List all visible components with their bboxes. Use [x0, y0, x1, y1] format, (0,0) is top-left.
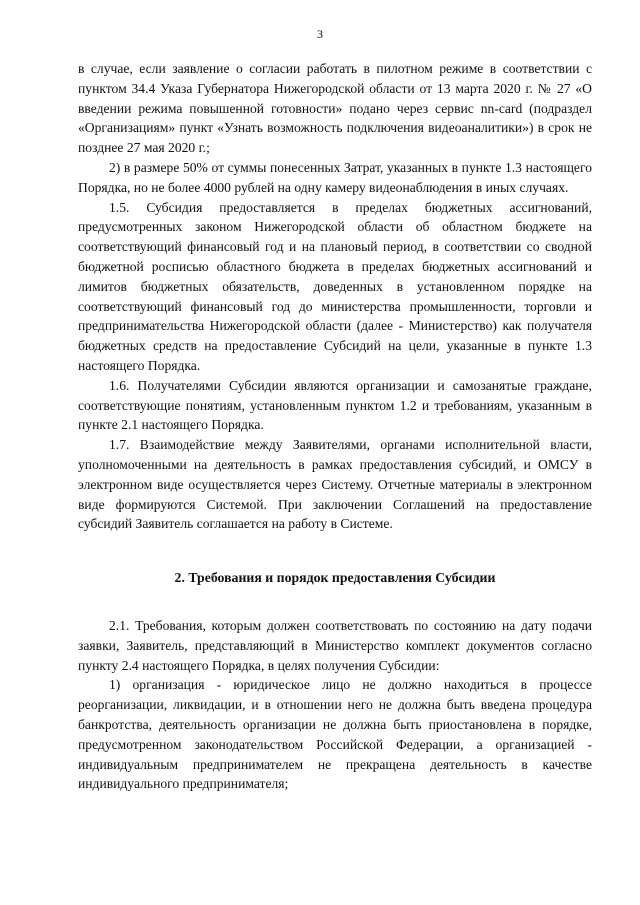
paragraph-1-5: 1.5. Субсидия предоставляется в пределах бюджетных ассигнований, предусмотренных законом Нижегородской области об областном бюджете на соответствующий финансовый год и на плановый период, в соответствии со сводной бюджетной росписью областного бюджета в пределах бюджетных ассигнований и лимитов бюджетных обязательств, доведенных в установленном порядке на соответствующий финансовый год до министерства промышленности, торговли и предпринимательства Нижегородской области (далее - Министерство) как получателя бюджетных средств на предоставление Субсидий на цели, указанные в пункте 1.3 настоящего Порядка.: [78, 199, 592, 373]
section-heading: 2. Требования и порядок предоставления Субсидии: [174, 570, 496, 586]
paragraph-1-7: 1.7. Взаимодействие между Заявителями, органами исполнительной власти, уполномоченными на деятельность в рамках предоставления субсидий, и ОМСУ в электронном виде осуществляется через Систему. Отчетные материалы в электронном виде формируются Системой. При заключении Соглашений на предоставление субсидий Заявитель соглашается на работу в Системе.: [78, 437, 592, 532]
paragraph-2-1: 2.1. Требования, которым должен соответствовать по состоянию на дату подачи заявки, Заявитель, представляющий в Министерство комплект документов согласно пункту 2.4 настоящего Порядка, в целях получения Субсидии:: [78, 617, 592, 673]
page-number: 3: [317, 27, 323, 41]
paragraph-2-1-item-1: 1) организация - юридическое лицо не должно находиться в процессе реорганизации, ликвидации, и в отношении него не должна быть введена процедура банкротства, деятельность организации не должна быть приостановлена в порядке, предусмотренном законодательством Российской Федерации, а организацией - индивидуальным предпринимателем не прекращена деятельность в качестве индивидуального предпринимателя;: [78, 677, 592, 792]
paragraph-pilot-mode-condition: в случае, если заявление о согласии работать в пилотном режиме в соответствии с пунктом 34.4 Указа Губернатора Нижегородской области от 13 марта 2020 г. № 27 «О введении режима повышенной готовности» подано через сервис nn-card (подраздел «Организациям» пункт «Узнать возможность подключения видеоаналитики») в срок не позднее 27 мая 2020 г.;: [78, 61, 592, 156]
paragraph-1-6: 1.6. Получателями Субсидии являются организации и самозанятые граждане, соответствующие понятиям, установленным пунктом 1.2 и требованиям, указанным в пункте 2.1 настоящего Порядка.: [78, 377, 592, 433]
paragraph-subsidy-50-percent: 2) в размере 50% от суммы понесенных Затрат, указанных в пункте 1.3 настоящего Порядка, но не более 4000 рублей на одну камеру видеонаблюдения в иных случаях.: [78, 159, 592, 195]
document-body: [78, 59, 592, 794]
